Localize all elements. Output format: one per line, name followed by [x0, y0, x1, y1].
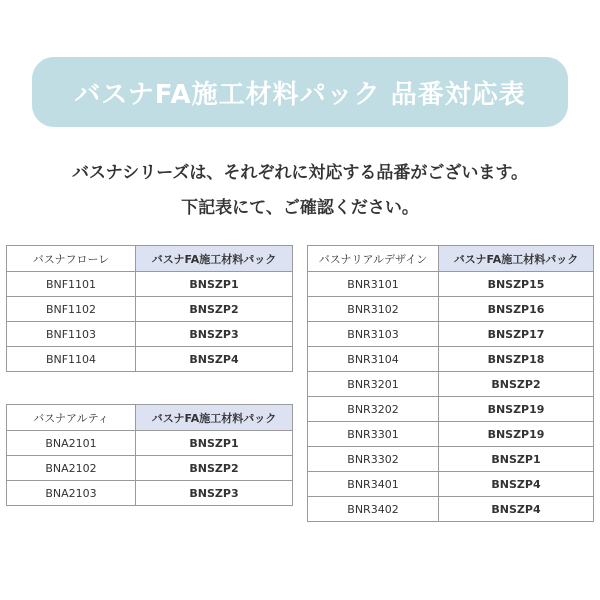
table-header-row [7, 246, 293, 272]
model-cell: BNF1104 [7, 347, 136, 372]
pack-cell: BNSZP1 [136, 272, 293, 297]
series-header: バスナリアルデザイン [308, 246, 439, 272]
table-row [7, 272, 293, 297]
model-cell: BNR3202 [308, 397, 439, 422]
table-row [7, 322, 293, 347]
table-row [7, 431, 293, 456]
table-row [308, 322, 594, 347]
pack-cell: BNSZP16 [439, 297, 594, 322]
table-row [308, 372, 594, 397]
pack-cell: BNSZP15 [439, 272, 594, 297]
pack-cell: BNSZP2 [136, 456, 293, 481]
model-cell: BNR3301 [308, 422, 439, 447]
pack-header: バスナFA施工材料パック [136, 246, 293, 272]
pack-cell: BNSZP17 [439, 322, 594, 347]
pack-cell: BNSZP4 [439, 472, 594, 497]
model-cell: BNF1102 [7, 297, 136, 322]
table-row [7, 481, 293, 506]
table-row [308, 397, 594, 422]
page-title: バスナFA施工材料パック 品番対応表 [74, 79, 526, 110]
model-cell: BNF1103 [7, 322, 136, 347]
model-cell: BNA2103 [7, 481, 136, 506]
pack-cell: BNSZP2 [439, 372, 594, 397]
table-row [7, 456, 293, 481]
table-row [308, 347, 594, 372]
model-cell: BNR3302 [308, 447, 439, 472]
pack-cell: BNSZP4 [136, 347, 293, 372]
table-row [308, 297, 594, 322]
model-cell: BNR3101 [308, 272, 439, 297]
model-cell: BNA2101 [7, 431, 136, 456]
title-banner [32, 57, 568, 127]
model-cell: BNR3201 [308, 372, 439, 397]
table-row [308, 422, 594, 447]
model-cell: BNR3401 [308, 472, 439, 497]
table-row [308, 472, 594, 497]
pack-cell: BNSZP2 [136, 297, 293, 322]
intro-line-1: バスナシリーズは、それぞれに対応する品番がございます。 [71, 163, 529, 183]
pack-cell: BNSZP3 [136, 322, 293, 347]
model-cell: BNR3402 [308, 497, 439, 522]
pack-cell: BNSZP19 [439, 422, 594, 447]
table-basuna-real-design [307, 245, 594, 522]
pack-header: バスナFA施工材料パック [136, 405, 293, 431]
pack-cell: BNSZP4 [439, 497, 594, 522]
table-row [7, 347, 293, 372]
intro-line-2: 下記表にて、ご確認ください。 [181, 198, 419, 218]
model-cell: BNR3102 [308, 297, 439, 322]
series-header: バスナアルティ [7, 405, 136, 431]
model-cell: BNR3103 [308, 322, 439, 347]
table-basuna-flore [6, 245, 293, 372]
table-row [308, 447, 594, 472]
series-header: バスナフローレ [7, 246, 136, 272]
model-cell: BNR3104 [308, 347, 439, 372]
model-cell: BNA2102 [7, 456, 136, 481]
pack-cell: BNSZP1 [439, 447, 594, 472]
table-basuna-arti [6, 404, 293, 506]
pack-cell: BNSZP19 [439, 397, 594, 422]
table-row [308, 497, 594, 522]
table-header-row [7, 405, 293, 431]
table-row [7, 297, 293, 322]
table-header-row [308, 246, 594, 272]
table-row [308, 272, 594, 297]
pack-cell: BNSZP18 [439, 347, 594, 372]
model-cell: BNF1101 [7, 272, 136, 297]
pack-cell: BNSZP1 [136, 431, 293, 456]
pack-cell: BNSZP3 [136, 481, 293, 506]
pack-header: バスナFA施工材料パック [439, 246, 594, 272]
